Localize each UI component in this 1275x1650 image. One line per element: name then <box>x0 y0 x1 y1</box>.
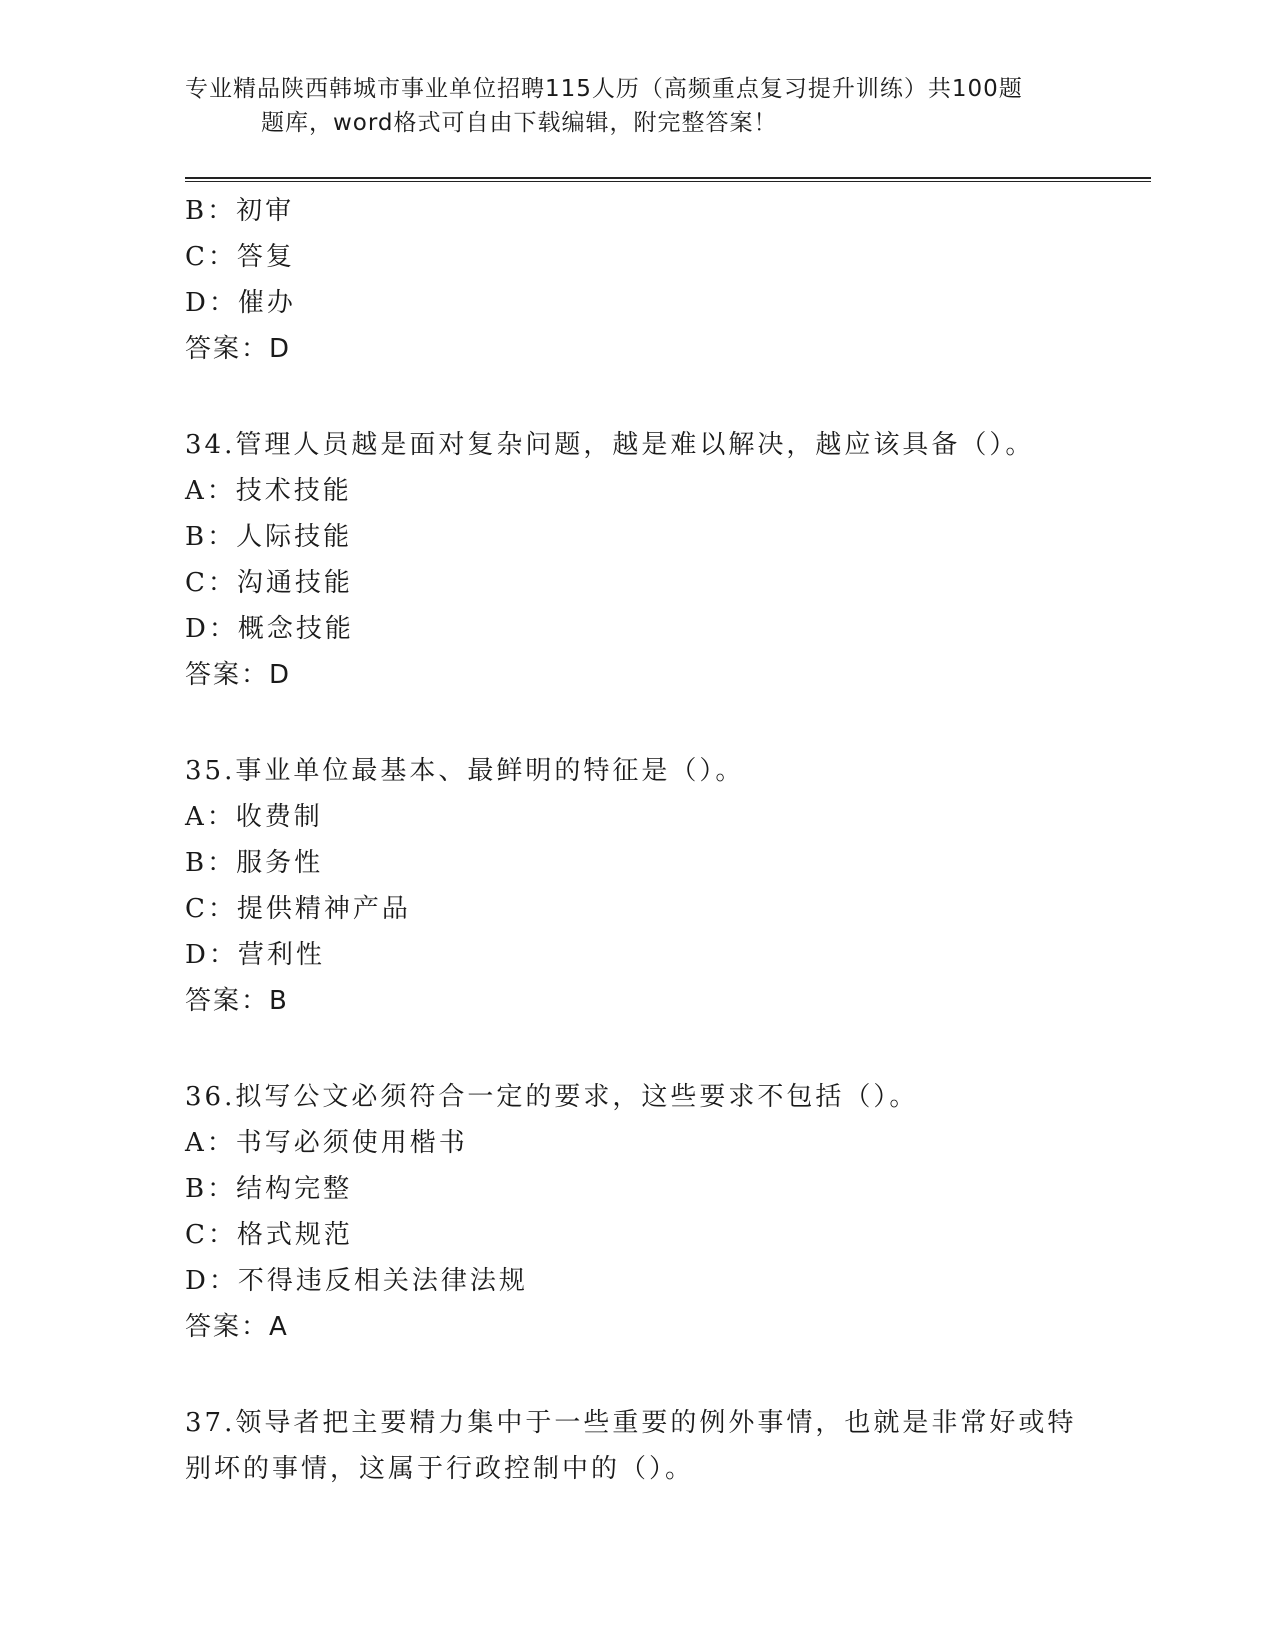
document-body <box>185 188 1085 1492</box>
answer: 答案：B <box>185 986 289 1016</box>
option-a: A：收费制 <box>185 802 323 832</box>
option-d: D：催办 <box>185 288 296 318</box>
question-text: 35.事业单位最基本、最鲜明的特征是（）。 <box>185 756 745 786</box>
question-text-line2: 别坏的事情，这属于行政控制中的（）。 <box>185 1454 695 1484</box>
option-c: C：答复 <box>185 242 295 272</box>
question-34 <box>185 422 1085 698</box>
header-title-line1: 专业精品陕西韩城市事业单位招聘115人历（高频重点复习提升训练）共100题 <box>185 76 1023 102</box>
answer: 答案：D <box>185 660 292 690</box>
option-d: D：不得违反相关法律法规 <box>185 1266 528 1296</box>
option-a: A：书写必须使用楷书 <box>185 1128 468 1158</box>
document-header <box>185 72 1085 140</box>
option-a: A：技术技能 <box>185 476 352 506</box>
option-b: B：服务性 <box>185 848 324 878</box>
answer: 答案：D <box>185 334 292 364</box>
question-text: 34.管理人员越是面对复杂问题，越是难以解决，越应该具备（）。 <box>185 430 1035 460</box>
option-b: B：初审 <box>185 196 295 226</box>
question-35 <box>185 748 1085 1024</box>
question-33-remainder <box>185 188 1085 372</box>
header-divider <box>185 177 1151 182</box>
question-text: 36.拟写公文必须符合一定的要求，这些要求不包括（）。 <box>185 1082 919 1112</box>
option-d: D：概念技能 <box>185 614 354 644</box>
option-d: D：营利性 <box>185 940 325 970</box>
spacer <box>185 1024 1085 1074</box>
question-37 <box>185 1400 1085 1492</box>
question-text-line1: 37.领导者把主要精力集中于一些重要的例外事情，也就是非常好或特 <box>185 1408 1077 1438</box>
option-c: C：格式规范 <box>185 1220 353 1250</box>
option-b: B：人际技能 <box>185 522 353 552</box>
header-title-line2: 题库，word格式可自由下载编辑，附完整答案！ <box>261 110 778 136</box>
spacer <box>185 372 1085 422</box>
question-36 <box>185 1074 1085 1350</box>
option-c: C：提供精神产品 <box>185 894 411 924</box>
spacer <box>185 1350 1085 1400</box>
option-b: B：结构完整 <box>185 1174 353 1204</box>
spacer <box>185 698 1085 748</box>
option-c: C：沟通技能 <box>185 568 353 598</box>
answer: 答案：A <box>185 1312 289 1342</box>
